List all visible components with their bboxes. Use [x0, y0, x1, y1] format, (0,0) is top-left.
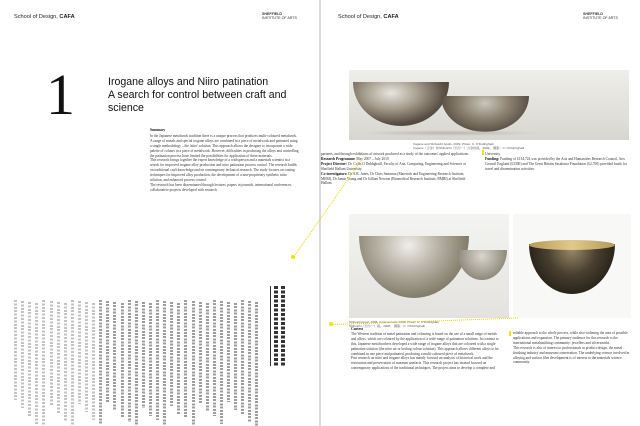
- summary-paragraph: In the Japanese metalwork tradition there is a unique process that produces multi-coloured metalwork. A range of metals and special irogane alloys are combined in a piece of metalwork and patinated using a single methodology – the 'niiro' solution. This approach allows the designer to incorporate a wide palette of colours in a piece of metalwork. However, difficulties in producing the alloys and controlling the patination process have limited the possibilities for application of these materials.: [150, 133, 299, 158]
- photo-shibuichi-bowl: [349, 214, 509, 318]
- vertical-text-column: [206, 303, 209, 412]
- vertical-text-column: [192, 301, 195, 426]
- chapter-number: 1: [46, 62, 75, 127]
- caption-top-cn: Irogane（合金）和Shibuichi（四分一）合金的碗，2009。 摄影：C. O'Dubhghaill: [413, 146, 525, 150]
- vertical-text-column: [213, 300, 216, 416]
- vertical-text-column: [248, 301, 251, 422]
- vertical-text-column: [64, 303, 67, 422]
- vertical-text-column: [21, 301, 24, 408]
- vertical-text-column: [128, 300, 131, 422]
- vertical-text-column: [135, 301, 138, 426]
- vertical-text-column: [92, 303, 95, 420]
- school-name: School of Design,: [338, 14, 384, 20]
- institute-logo: [262, 12, 297, 21]
- summary-paragraph: The research has been disseminated through lectures, papers in journals, international conferences, collaborative projects developed with research: [150, 182, 292, 192]
- funding-value: Funding of £134,724 was provided by the Arts and Humanities Research Council, Arts Council England (£3300) and The Great Britain Sasakawa Foundation (£2,700) provided funds for travel and dissemination activities.: [485, 156, 627, 171]
- vertical-text-column: [163, 301, 166, 426]
- context-heading: Context: [351, 327, 364, 331]
- institute-line-1: SHEFFIELD: [583, 12, 603, 16]
- vertical-text-column: [121, 303, 124, 418]
- programme-value: May 2007 – July 2010: [355, 156, 389, 161]
- caption-top-en: Irogane and Shibuichi bowls, 2009. Photo: C. O'Dubhghaill: [413, 142, 494, 146]
- vertical-text-column: [42, 300, 45, 426]
- investigators-value: Dr A.R. Jones, Dr Chris Sammon (Materials and Engineering Research Institute, MERI), Dr Jamie Young and Dr Gillian Newton (Biomedical Research Institute, BMRI) at Sheffield Hallam: [321, 171, 466, 186]
- funding-label: Funding:: [485, 156, 500, 161]
- vertical-chinese-title: [270, 286, 289, 366]
- vertical-text-column: [14, 300, 17, 400]
- vertical-text-column: [142, 302, 145, 408]
- context-column-2: [513, 331, 631, 365]
- vertical-text-column: [156, 300, 159, 420]
- context-paragraph: reliable approach to the whole process, while also widening the area of possible applications and expansion. The primary audience for this research is the international metalsmithing community: jewellers and silversmiths.: [513, 331, 628, 345]
- institute-line-2: INSTITUTE OF ARTS: [583, 16, 618, 21]
- left-page: [0, 0, 319, 426]
- director-value: Dr. Colm O Dubhghaill, Faculty of Arts, Computing, Engineering and Sciences at Sheffield Hallam University: [321, 161, 466, 171]
- title-line-1: Irogane alloys and Niiro patination: [108, 76, 269, 88]
- investigators-label: Co-investigators:: [321, 171, 348, 176]
- photo-irogane-bowls: [349, 70, 629, 140]
- context-section: [351, 327, 503, 371]
- context-paragraph: The Western tradition of metal patination and colouring is based on the use of a small range of metals and alloys, which are coloured by the application of a wide range of patination solutions. In contrast to this, Japanese metalworkers developed a wide range of irogane alloys that are coloured with a single patination solution (the niiro air or boiling colour solution). This approach allows different alloys to be combined in one piece and patinated, producing a multi-coloured piece of metalwork.: [351, 331, 499, 356]
- school-name-bold: CAFA: [59, 14, 75, 20]
- right-page: [321, 0, 640, 426]
- summary-section: [150, 128, 300, 193]
- vertical-text-column: [184, 300, 187, 418]
- vertical-text-column: [220, 301, 223, 424]
- vertical-text-column: [149, 303, 152, 416]
- page-title: [108, 76, 308, 116]
- vertical-text-column: [78, 301, 81, 404]
- vertical-text-column: [234, 303, 237, 410]
- credits-lead: partners, and through exhibitions of artwork produced as a study of the outcomes' applied applications.: [321, 152, 469, 156]
- vertical-text-column: [170, 302, 173, 406]
- context-paragraph: Past research on niiro and irogane alloys has mainly focused on analysis of historical work and the restoration and preservation of museum artefacts. This research project has instead focused on contemporary applications of the traditional techniques. The project aims to develop a complete and: [351, 356, 495, 371]
- credits-column-2: [485, 152, 631, 172]
- credits-lead-2: University: [485, 152, 501, 156]
- vertical-text-column: [50, 301, 53, 406]
- institute-line-1: SHEFFIELD: [262, 12, 282, 16]
- vertical-text-column: [241, 300, 244, 414]
- caption-mid-en: Shibuichi bowl, 2008. Irogane bowl, 2008. Photo: C. O'Dubhghaill: [349, 320, 439, 324]
- context-paragraph: This research is also of interest to professionals in product design, the metal finishing industry and museum conservation. The underlying science involved in alloying and surface film development is of interest to the materials science community.: [513, 345, 630, 365]
- vertical-text-column: [99, 300, 102, 424]
- school-header: [14, 14, 75, 20]
- credits-column-1: [321, 152, 469, 186]
- vertical-text-column: [227, 302, 230, 402]
- vertical-text-column: [106, 301, 109, 402]
- director-label: Project Director:: [321, 161, 348, 166]
- title-line-3: science: [108, 102, 144, 115]
- vertical-text-column: [113, 302, 116, 410]
- highlight-mark: [482, 150, 484, 155]
- title-line-2: A search for control between craft and: [108, 89, 287, 102]
- vertical-text-column: [255, 302, 258, 426]
- vertical-text-column: [71, 300, 74, 426]
- summary-heading: Summary: [150, 128, 166, 132]
- vertical-text-column: [85, 302, 88, 412]
- institute-line-2: INSTITUTE OF ARTS: [262, 16, 297, 21]
- vertical-text-column: [28, 302, 31, 416]
- summary-paragraph: This research brings together the expert knowledge of a craftsperson and a materials scientist in a search for improved irogane alloy production and niiro patination process control. The research builds on traditional craft knowledge and on contemporary technical research. The study focuses on casting techniques for improved alloy production, the development of a non-proprietary synthetic niiro solution, and enhanced process control.: [150, 158, 297, 183]
- school-name-bold: CAFA: [383, 14, 399, 20]
- school-name: School of Design,: [14, 14, 60, 20]
- programme-label: Research Programme:: [321, 156, 356, 161]
- vertical-text-column: [57, 302, 60, 414]
- caption-mid-cn: Shibuichi（四分一）碗，2008。 摄影：C. O'Dubhghaill: [349, 324, 425, 328]
- vertical-text-column: [35, 303, 38, 424]
- vertical-text-column: [177, 303, 180, 414]
- institute-logo: [583, 12, 618, 21]
- vertical-text-column: [199, 302, 202, 404]
- photo-irogane-bowl: [513, 214, 631, 318]
- school-header: [338, 14, 399, 20]
- caption-top: [413, 142, 633, 150]
- highlight-mark: [509, 331, 511, 336]
